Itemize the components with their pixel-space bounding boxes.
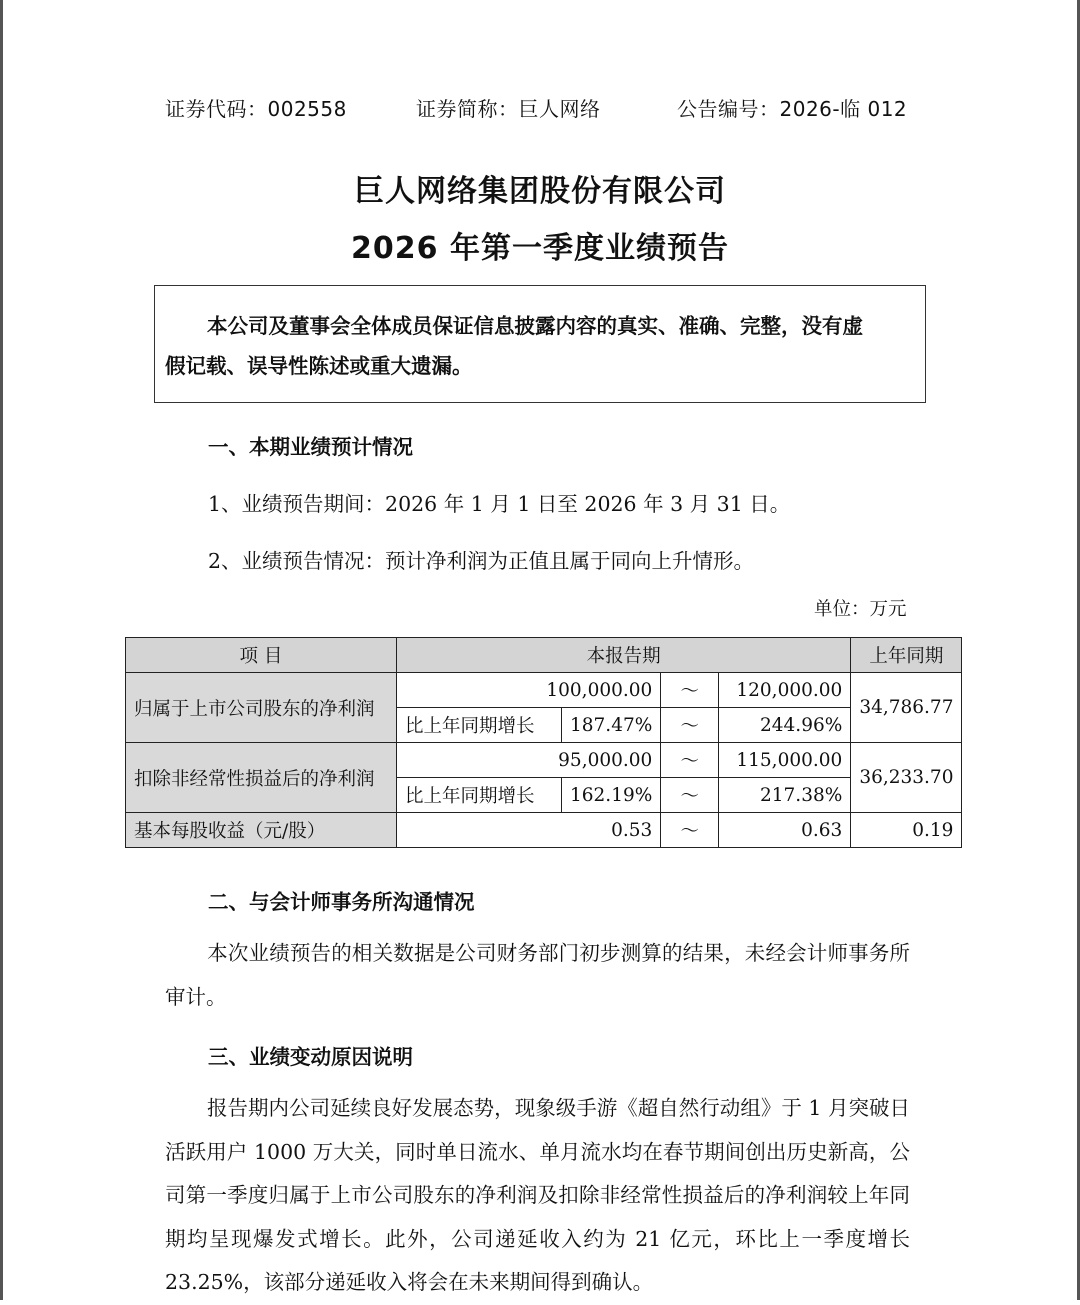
net-profit-low: 100,000.00 xyxy=(397,673,661,708)
deducted-profit-low: 95,000.00 xyxy=(397,743,661,778)
range-tilde: ～ xyxy=(661,778,719,813)
net-profit-growth-high: 244.96% xyxy=(719,708,851,743)
disclosure-notice-box xyxy=(154,285,926,403)
deducted-profit-growth-low: 162.19% xyxy=(562,778,661,813)
notice-number: 公告编号：2026-临 012 xyxy=(677,97,908,121)
row-label-eps: 基本每股收益（元/股） xyxy=(126,813,397,848)
notice-line-1: 本公司及董事会全体成员保证信息披露内容的真实、准确、完整，没有虚 xyxy=(207,314,863,338)
forecast-table xyxy=(125,637,962,848)
report-title: 2026 年第一季度业绩预告 xyxy=(351,231,729,266)
section-3-body xyxy=(165,1087,910,1305)
section-3-heading: 三、业绩变动原因说明 xyxy=(208,1045,413,1069)
net-profit-prior: 34,786.77 xyxy=(851,673,962,743)
section-3-text: 报告期内公司延续良好发展态势，现象级手游《超自然行动组》于 1 月突破日活跃用户 1000 万大关，同时单日流水、单月流水均在春节期间创出历史新高，公司第一季度归属于上市公司股东的净利润及扣除非经常性损益后的净利润较上年同期均呈现爆发式增长。此外，公司递延收入约为 21 亿元，环比上一季度增长 23.25%，该部分递延收入将会在未来期间得到确认。 xyxy=(165,1096,910,1294)
eps-high: 0.63 xyxy=(719,813,851,848)
deducted-profit-growth-high: 217.38% xyxy=(719,778,851,813)
section-2-body xyxy=(165,932,910,1019)
forecast-period: 1、业绩预告期间：2026 年 1 月 1 日至 2026 年 3 月 31 日。 xyxy=(208,492,791,516)
range-tilde: ～ xyxy=(661,708,719,743)
growth-label: 比上年同期增长 xyxy=(397,708,562,743)
header-prior-period: 上年同期 xyxy=(851,638,962,673)
table-row xyxy=(126,743,962,778)
range-tilde: ～ xyxy=(661,813,719,848)
eps-low: 0.53 xyxy=(397,813,661,848)
header-current-period: 本报告期 xyxy=(397,638,851,673)
row-label-deducted-profit: 扣除非经常性损益后的净利润 xyxy=(126,743,397,813)
table-row xyxy=(126,673,962,708)
range-tilde: ～ xyxy=(661,743,719,778)
growth-label: 比上年同期增长 xyxy=(397,778,562,813)
company-title: 巨人网络集团股份有限公司 xyxy=(354,174,726,209)
range-tilde: ～ xyxy=(661,673,719,708)
stock-code: 证券代码：002558 xyxy=(165,97,347,121)
stock-name: 证券简称：巨人网络 xyxy=(416,97,601,121)
table-row xyxy=(126,813,962,848)
section-2-heading: 二、与会计师事务所沟通情况 xyxy=(208,890,475,914)
table-header-row xyxy=(126,638,962,673)
section-1-heading: 一、本期业绩预计情况 xyxy=(208,435,413,459)
header-item: 项 目 xyxy=(126,638,397,673)
deducted-profit-high: 115,000.00 xyxy=(719,743,851,778)
net-profit-growth-low: 187.47% xyxy=(562,708,661,743)
section-2-text: 本次业绩预告的相关数据是公司财务部门初步测算的结果，未经会计师事务所审计。 xyxy=(165,941,910,1009)
notice-line-2: 假记载、误导性陈述或重大遗漏。 xyxy=(165,354,473,378)
unit-label: 单位：万元 xyxy=(814,599,907,620)
net-profit-high: 120,000.00 xyxy=(719,673,851,708)
deducted-profit-prior: 36,233.70 xyxy=(851,743,962,813)
forecast-status: 2、业绩预告情况：预计净利润为正值且属于同向上升情形。 xyxy=(208,549,755,573)
eps-prior: 0.19 xyxy=(851,813,962,848)
row-label-net-profit: 归属于上市公司股东的净利润 xyxy=(126,673,397,743)
